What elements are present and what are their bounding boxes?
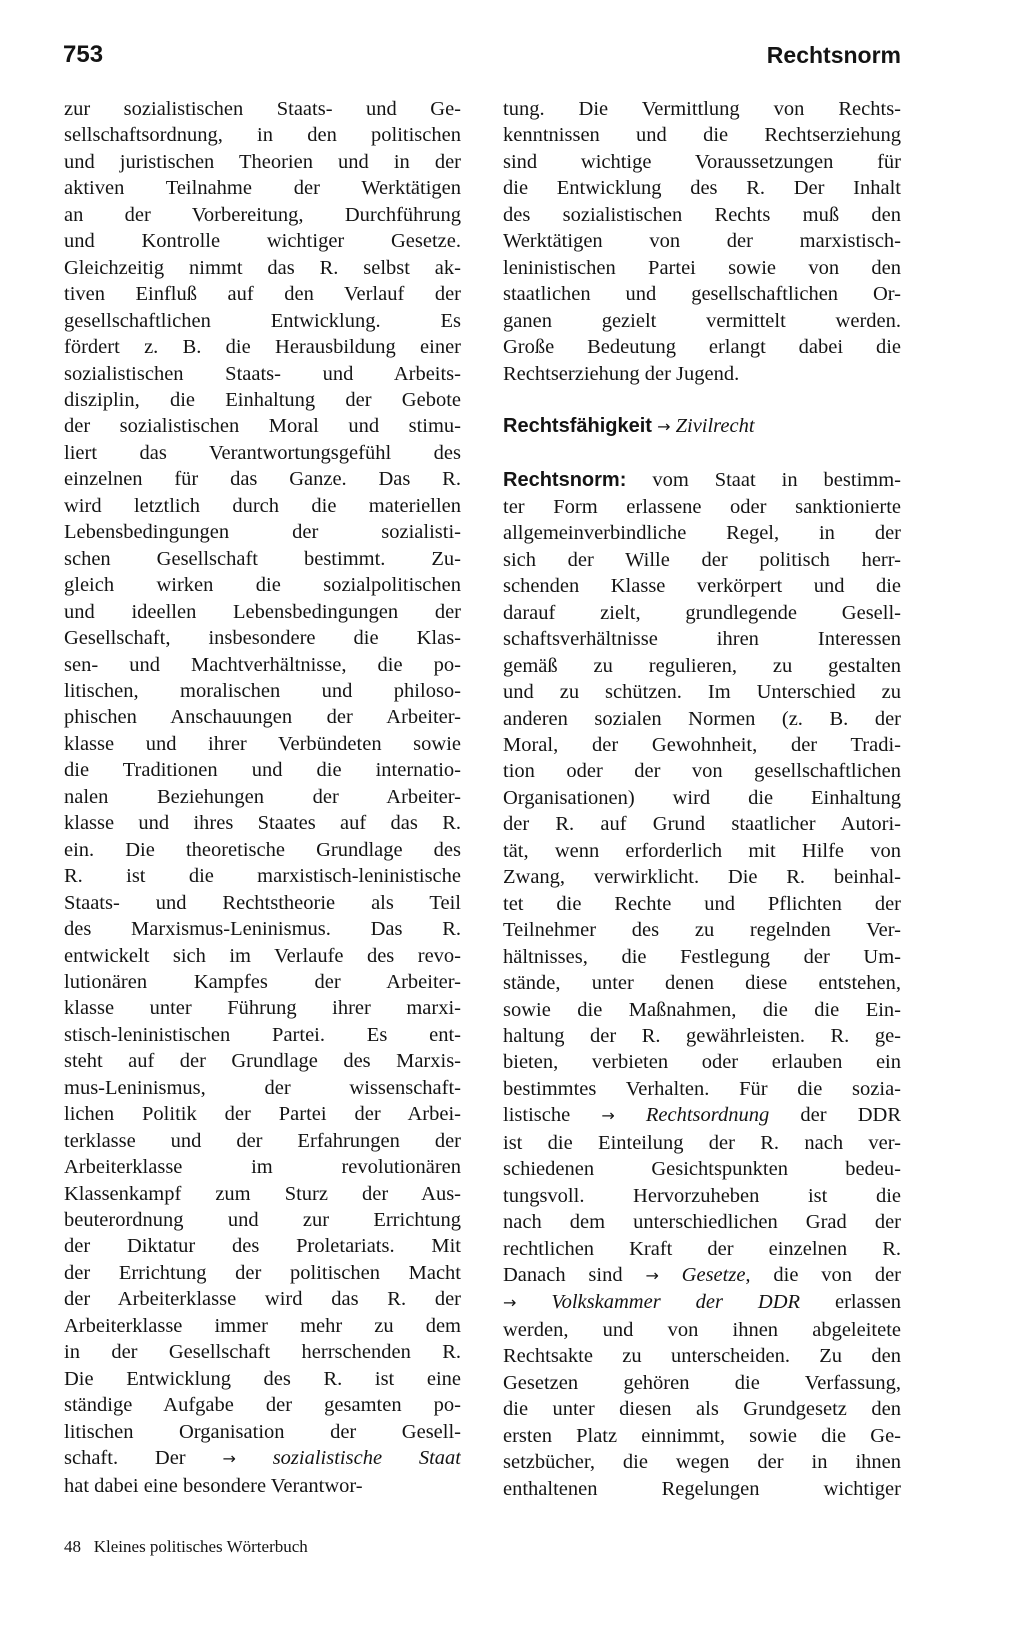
text-line: darauf zielt, grundlegende Gesell- [503, 601, 901, 624]
text-line: ganen gezielt vermittelt werden. [503, 309, 901, 332]
cross-reference-sozialistische-staat[interactable]: sozialistische Staat [272, 1447, 461, 1470]
text-line: schen Gesellschaft bestimmt. Zu- [64, 547, 461, 570]
text-line: Arbeiterklasse im revolutionären [64, 1156, 461, 1179]
text-line: Gleichzeitig nimmt das R. selbst ak- [64, 256, 461, 279]
text-fragment: Danach sind [503, 1264, 623, 1287]
text-line-gesetze-ref [503, 1262, 901, 1289]
text-line: Moral, der Gewohnheit, der Tradi- [503, 733, 901, 756]
text-line: Lebensbedingungen der sozialisti- [64, 521, 461, 544]
text-line: sich der Wille der politisch herr- [503, 548, 901, 571]
text-line: der Arbeiterklasse wird das R. der [64, 1288, 461, 1311]
text-line: nach dem unterschiedlichen Grad der [503, 1211, 901, 1234]
text-fragment: erlassen [834, 1291, 901, 1314]
page-footer [64, 1536, 308, 1558]
right-column [503, 96, 901, 1502]
text-line: ständige Aufgabe der gesamten po- [64, 1394, 461, 1417]
book-title: Kleines politisches Wörterbuch [93, 1537, 308, 1556]
text-fragment: der DDR [800, 1104, 901, 1127]
text-line: Große Bedeutung erlangt dabei die [503, 336, 901, 359]
text-line: terklasse und der Erfahrungen der [64, 1129, 461, 1152]
page-number: 753 [63, 41, 104, 68]
text-line: nalen Beziehungen der Arbeiter- [64, 785, 461, 808]
text-line: Gesellschaft, insbesondere die Klas- [64, 627, 461, 650]
text-line: Werktätigen von der marxistisch- [503, 230, 901, 253]
text-line: zur sozialistischen Staats- und Ge- [64, 98, 461, 120]
text-line: der R. auf Grund staatlicher Autori- [503, 813, 901, 836]
cross-reference-volkskammer[interactable]: Volkskammer der DDR [551, 1291, 801, 1314]
text-line: sozialistischen Staats- und Arbeits- [64, 362, 461, 385]
text-line: gesellschaftlichen Entwicklung. Es [64, 309, 461, 332]
text-line: Organisationen) wird die Einhaltung [503, 786, 901, 809]
text-line: Arbeiterklasse immer mehr zu dem [64, 1314, 461, 1337]
text-line: aktiven Teilnahme der Werktätigen [64, 177, 461, 200]
text-line: schaftsverhältnisse ihren Interessen [503, 628, 901, 651]
cross-reference-arrow-icon: → [503, 1293, 517, 1313]
text-line: mus-Leninismus, der wissenschaft- [64, 1076, 461, 1099]
text-line: gleich wirken die sozialpolitischen [64, 574, 461, 597]
left-column-text [64, 96, 461, 1499]
text-line: der Errichtung der politischen Macht [64, 1261, 461, 1284]
text-line: fördert z. B. die Herausbildung einer [64, 336, 461, 359]
text-line: wird letztlich durch die materiellen [64, 494, 461, 517]
text-line: die Traditionen und die internatio- [64, 759, 461, 782]
continuation-paragraph [503, 96, 901, 387]
text-line: entwickelt sich im Verlaufe des revo- [64, 944, 461, 967]
cross-reference-arrow-icon: → [601, 1106, 615, 1126]
entry-spacer [503, 440, 901, 467]
text-line: ist die Einteilung der R. nach ver- [503, 1131, 901, 1154]
entry-rechtsnorm [503, 467, 901, 1502]
text-line: tungsvoll. Hervorzuheben ist die [503, 1184, 901, 1207]
text-line: gemäß zu regulieren, zu gestalten [503, 654, 901, 677]
cross-reference-arrow-icon: → [645, 1266, 659, 1286]
text-line: Klassenkampf zum Sturz der Aus- [64, 1182, 461, 1205]
text-line: der sozialistischen Moral und stimu- [64, 415, 461, 438]
text-line: sowie die Maßnahmen, die die Ein- [503, 998, 901, 1021]
text-line: tet die Rechte und Pflichten der [503, 892, 901, 915]
text-line: bieten, verbieten oder erlauben ein [503, 1051, 901, 1074]
text-line: staatlichen und gesellschaftlichen Or- [503, 283, 901, 306]
entry-line [503, 467, 901, 493]
text-line: sellschaftsordnung, in den politischen [64, 124, 461, 147]
text-line: lichen Politik der Partei der Arbei- [64, 1103, 461, 1126]
text-line: beuterordnung und zur Errichtung [64, 1209, 461, 1232]
text-line-staat-ref [64, 1445, 461, 1472]
text-line: haltung der R. gewährleisten. R. ge- [503, 1024, 901, 1047]
text-line: klasse und ihrer Verbündeten sowie [64, 732, 461, 755]
text-line: hat dabei eine besondere Verantwor- [64, 1474, 363, 1497]
text-line: lutionären Kampfes der Arbeiter- [64, 970, 461, 993]
cross-reference-rechtsordnung[interactable]: Rechtsordnung [645, 1104, 770, 1127]
text-fragment: listische [503, 1104, 571, 1127]
text-line: stände, unter denen diese entstehen, [503, 972, 901, 995]
text-line: ter Form erlassene oder sanktionierte [503, 495, 901, 518]
entry-line [503, 413, 901, 440]
text-line: werden, und von ihnen abgeleitete [503, 1318, 901, 1341]
cross-reference-arrow-icon: → [657, 416, 671, 436]
text-line: Die Entwicklung des R. ist eine [64, 1367, 461, 1390]
text-line: Gesetzen gehören die Verfassung, [503, 1371, 901, 1394]
text-line: sind wichtige Voraussetzungen für [503, 150, 901, 173]
text-line: des Marxismus-Leninismus. Das R. [64, 918, 461, 941]
text-line: litischen Organisation der Gesell- [64, 1420, 461, 1443]
cross-reference-arrow-icon: → [222, 1449, 236, 1469]
text-line: die Entwicklung des R. Der Inhalt [503, 177, 901, 200]
text-line: phischen Anschauungen der Arbeiter- [64, 706, 461, 729]
entry-headword: Rechtsfähigkeit [503, 414, 652, 437]
text-line: tion oder der von gesellschaftlichen [503, 760, 901, 783]
text-line: R. ist die marxistisch-leninistische [64, 865, 461, 888]
cross-reference-gesetze[interactable]: Gesetze, [681, 1264, 751, 1287]
text-line: in der Gesellschaft herrschenden R. [64, 1341, 461, 1364]
text-line: litischen, moralischen und philoso- [64, 679, 461, 702]
text-line: und juristischen Theorien und in der [64, 150, 461, 173]
text-line: und ideellen Lebensbedingungen der [64, 600, 461, 623]
signature-number: 48 [64, 1537, 81, 1556]
text-line: tiven Einfluß auf den Verlauf der [64, 283, 461, 306]
entry-spacer [503, 387, 901, 413]
text-line: Rechtserziehung der Jugend. [503, 362, 740, 385]
text-line: anderen sozialen Normen (z. B. der [503, 707, 901, 730]
text-line: Teilnehmer des zu regelnden Ver- [503, 919, 901, 942]
text-line: bestimmtes Verhalten. Für die sozia- [503, 1077, 901, 1100]
running-head: Rechtsnorm [766, 42, 901, 68]
text-line: schiedenen Gesichtspunkten bedeu- [503, 1158, 901, 1181]
text-line-rechtsordnung-ref [503, 1102, 901, 1129]
text-line: klasse unter Führung ihrer marxi- [64, 997, 461, 1020]
text-line: tät, wenn erforderlich mit Hilfe von [503, 839, 901, 862]
text-line: Zwang, verwirklicht. Die R. beinhal- [503, 866, 901, 889]
text-line: sen- und Machtverhältnisse, die po- [64, 653, 461, 676]
text-line: liert das Verantwortungsgefühl des [64, 441, 461, 464]
text-line: schenden Klasse verkörpert und die [503, 575, 901, 598]
entry-rechtsfaehigkeit [503, 413, 901, 440]
text-line: und Kontrolle wichtiger Gesetze. [64, 230, 461, 253]
left-column [64, 96, 461, 1499]
text-line: und zu schützen. Im Unterschied zu [503, 681, 901, 704]
text-fragment: schaft. Der [64, 1447, 186, 1470]
text-line: ersten Platz einnimmt, sowie die Ge- [503, 1424, 901, 1447]
text-fragment: die von der [773, 1264, 901, 1287]
text-line: einzelnen für das Ganze. Das R. [64, 468, 461, 491]
text-line: die unter diesen als Grundgesetz den [503, 1398, 901, 1421]
text-line: Staats- und Rechtstheorie als Teil [64, 891, 461, 914]
text-line: disziplin, die Einhaltung der Gebote [64, 388, 461, 411]
text-line: klasse und ihres Staates auf das R. [64, 812, 461, 835]
text-line: Rechtsakte zu unterscheiden. Zu den [503, 1345, 901, 1368]
text-line-volkskammer-ref [503, 1289, 901, 1316]
text-line: der Diktatur des Proletariats. Mit [64, 1235, 461, 1258]
text-line: enthaltenen Regelungen wichtiger [503, 1477, 901, 1500]
text-line: leninistischen Partei sowie von den [503, 256, 901, 279]
entry-headword: Rechtsnorm: [503, 469, 627, 492]
text-line: steht auf der Grundlage des Marxis- [64, 1050, 461, 1073]
text-line: tung. Die Vermittlung von Rechts- [503, 98, 901, 120]
text-line: des sozialistischen Rechts muß den [503, 203, 901, 226]
text-line: setzbücher, die wegen der in ihnen [503, 1451, 901, 1474]
text-fragment: vom Staat in bestimm- [652, 469, 901, 492]
text-line: ein. Die theoretische Grundlage des [64, 838, 461, 861]
text-line: hältnisses, die Festlegung der Um- [503, 945, 901, 968]
text-line: kenntnissen und die Rechtserziehung [503, 124, 901, 147]
text-line: stisch-leninistischen Partei. Es ent- [64, 1023, 461, 1046]
text-line: rechtlichen Kraft der einzelnen R. [503, 1237, 901, 1260]
text-line: an der Vorbereitung, Durchführung [64, 203, 461, 226]
cross-reference-zivilrecht[interactable]: Zivilrecht [675, 414, 755, 437]
text-line: allgemeinverbindliche Regel, in der [503, 522, 901, 545]
